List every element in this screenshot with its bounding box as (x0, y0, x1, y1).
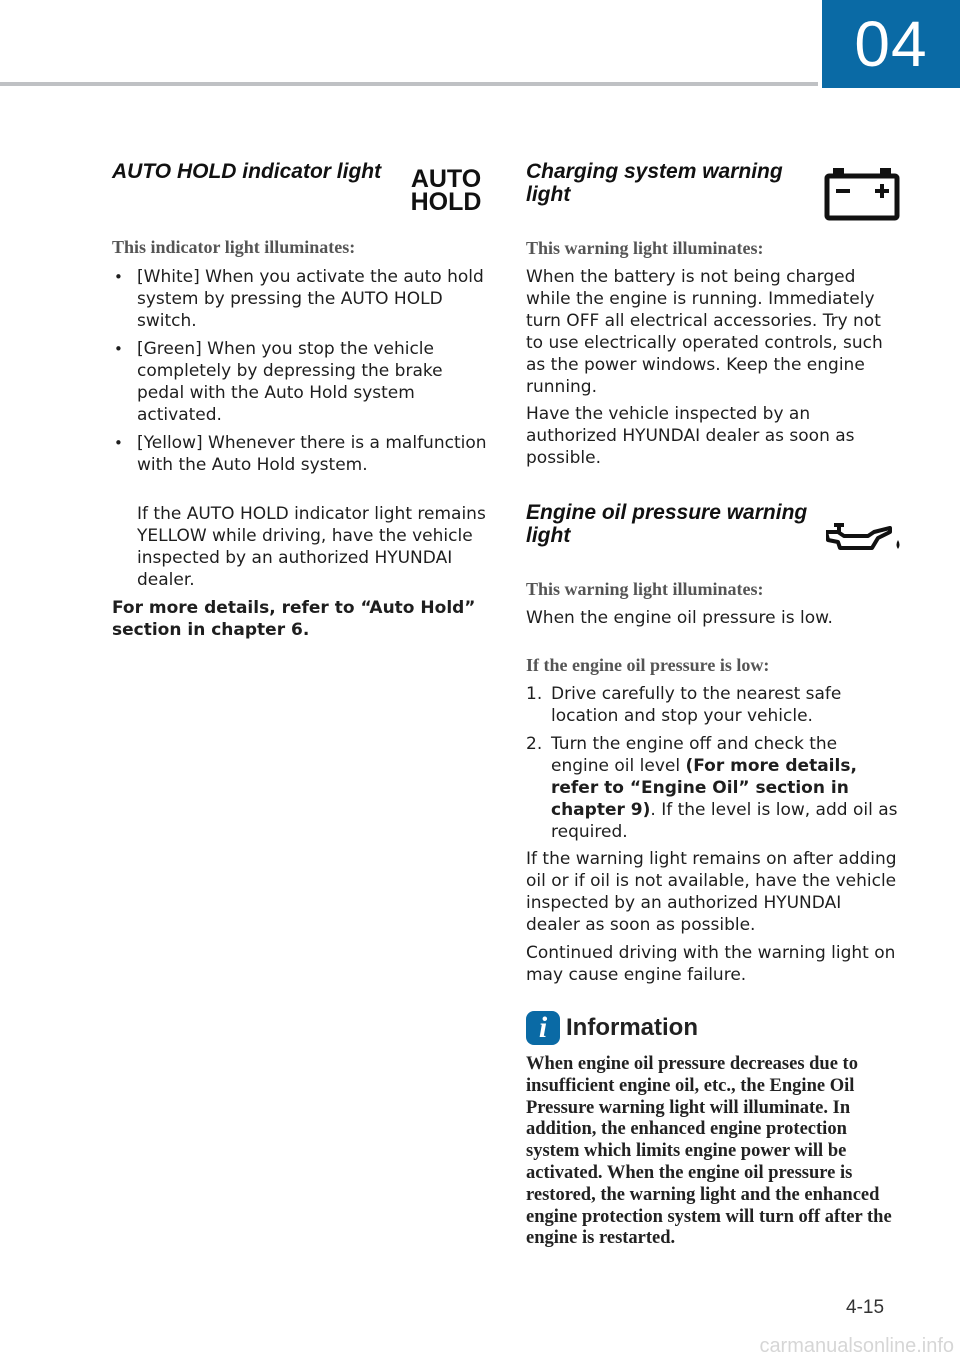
list-item: • [Yellow] Whenever there is a malfunction with the Auto Hold system. (112, 432, 490, 476)
list-item: 2. Turn the engine off and check the engine oil level (For more details, refer to “Engine Oil” section in chapter 9). If the level is low, add oil as required. (526, 734, 898, 842)
oil-steps (526, 683, 900, 843)
auto-hold-intro: This indicator light illuminates: (112, 237, 356, 257)
header-rule (0, 82, 818, 86)
watermark: carmanualsonline.info (759, 1335, 954, 1357)
battery-icon (824, 168, 900, 226)
auto-hold-reference: For more details, refer to “Auto Hold” section in chapter 6. (112, 598, 476, 640)
oil-heading: Engine oil pressure warning light (526, 501, 808, 547)
information-heading (526, 1011, 698, 1045)
oil-intro: This warning light illuminates: (526, 579, 764, 599)
list-item: 1. Drive carefully to the nearest safe location and stop your vehicle. (526, 684, 842, 726)
oil-paragraph-3: Continued driving with the warning light on may cause engine failure. (526, 943, 896, 985)
information-label: Information (566, 1014, 698, 1041)
oil-low-heading: If the engine oil pressure is low: (526, 655, 770, 675)
chapter-tab (822, 0, 960, 88)
oil-can-icon (826, 520, 906, 558)
charging-paragraph-2: Have the vehicle inspected by an authorized HYUNDAI dealer as soon as possible. (526, 404, 855, 468)
oil-paragraph-2: If the warning light remains on after adding oil or if oil is not available, have the vehicle inspected by an authorized HYUNDAI dealer as soon as possible. (526, 849, 897, 935)
yellow-note: If the AUTO HOLD indicator light remains YELLOW while driving, have the vehicle inspected by an authorized HYUNDAI dealer. (137, 504, 486, 590)
auto-hold-list (112, 266, 490, 482)
charging-intro: This warning light illuminates: (526, 238, 764, 258)
auto-hold-heading: AUTO HOLD indicator light (112, 160, 382, 183)
auto-hold-icon: AUTO HOLD (410, 165, 482, 216)
list-item: • [White] When you activate the auto hold system by pressing the AUTO HOLD switch. (112, 266, 490, 332)
information-body: When engine oil pressure decreases due to insufficient engine oil, etc., the Engine Oil Pressure warning light will illuminate. In addition, the enhanced engine protection system which limits engine power will be activated. When the engine oil pressure is restored, the warning light and the enhanced engine protection system will turn off after the engine is restarted. (526, 1054, 892, 1249)
charging-paragraph-1: When the battery is not being charged while the engine is running. Immediately turn OFF all electrical accessories. Try not to use electrically operated controls, such as the power windows. Keep the engine running. (526, 267, 883, 397)
page-number: 4-15 (846, 1297, 885, 1318)
oil-paragraph-1: When the engine oil pressure is low. (526, 608, 833, 628)
charging-heading: Charging system warning light (526, 160, 783, 206)
list-item: • [Green] When you stop the vehicle completely by depressing the brake pedal with the Auto Hold system activated. (112, 338, 490, 426)
info-icon: i (526, 1011, 560, 1045)
chapter-number: 04 (854, 8, 928, 80)
